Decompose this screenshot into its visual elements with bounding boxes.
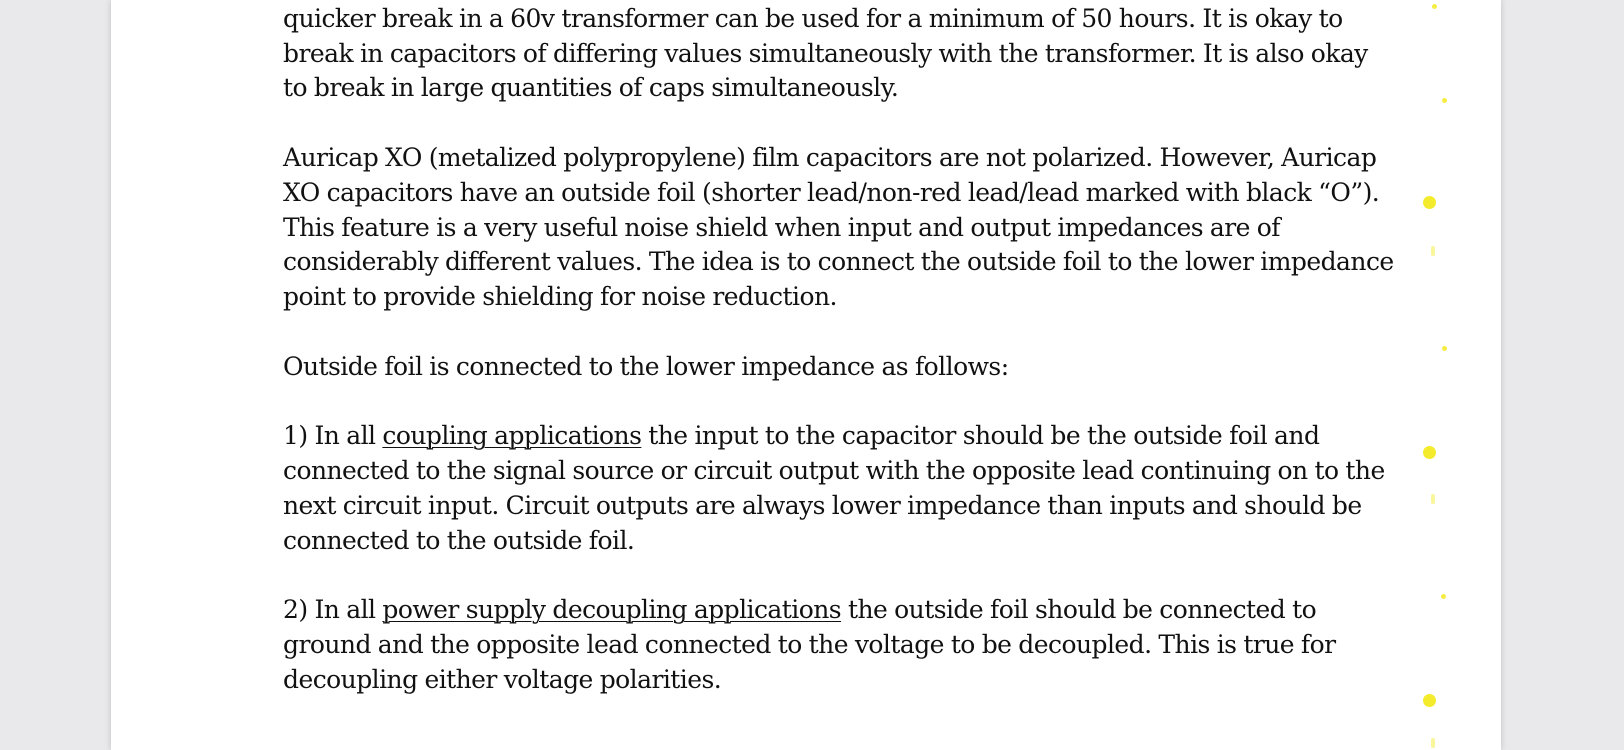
list-item-text: the outside foil should be connected to ground and the opposite lead connected to the voltage to be decoupled. This is true for decoupling either voltage polarities. — [283, 595, 1336, 694]
list-item-coupling — [283, 419, 1483, 558]
paragraph-connection-intro: Outside foil is connected to the lower impedance as follows: — [283, 351, 1009, 381]
list-item-prefix: 1) In all — [283, 421, 383, 451]
highlight-mark — [1431, 494, 1435, 504]
list-item-prefix: 2) In all — [283, 595, 383, 625]
paragraph-outside-foil: Auricap XO (metalized polypropylene) film capacitors are not polarized. However, Auricap XO capacitors have an outside foil (shorter lead/non-red lead/lead marked with black “O”). This feature is a very useful noise shield when input and output impedances are of considerably different values. The idea is to connect the outside foil to the lower impedance point to provide shielding for noise reduction. — [283, 142, 1394, 312]
highlight-mark — [1431, 246, 1435, 256]
highlight-mark — [1423, 196, 1436, 209]
highlight-mark — [1431, 738, 1435, 748]
highlight-mark — [1441, 594, 1446, 599]
list-item-text: the input to the capacitor should be the outside foil and connected to the signal source or circuit output with the opposite lead continuing on to the next circuit input. Circuit outputs are always lower impedance than inputs and should be connected to the outside foil. — [283, 421, 1385, 555]
highlight-mark — [1442, 346, 1447, 351]
highlight-mark — [1442, 98, 1447, 103]
highlight-mark — [1432, 4, 1437, 9]
document-body — [283, 0, 1483, 733]
power-supply-decoupling-underlined: power supply decoupling applications — [382, 595, 842, 625]
coupling-applications-underlined: coupling applications — [382, 421, 642, 451]
document-page — [111, 0, 1501, 750]
highlight-mark — [1423, 694, 1436, 707]
highlight-mark — [1423, 446, 1436, 459]
paragraph-break-in: quicker break in a 60v transformer can be used for a minimum of 50 hours. It is okay to break in capacitors of differing values simultaneously with the transformer. It is also okay to break in large quantities of caps simultaneously. — [283, 3, 1368, 103]
list-item-decoupling — [283, 593, 1483, 697]
